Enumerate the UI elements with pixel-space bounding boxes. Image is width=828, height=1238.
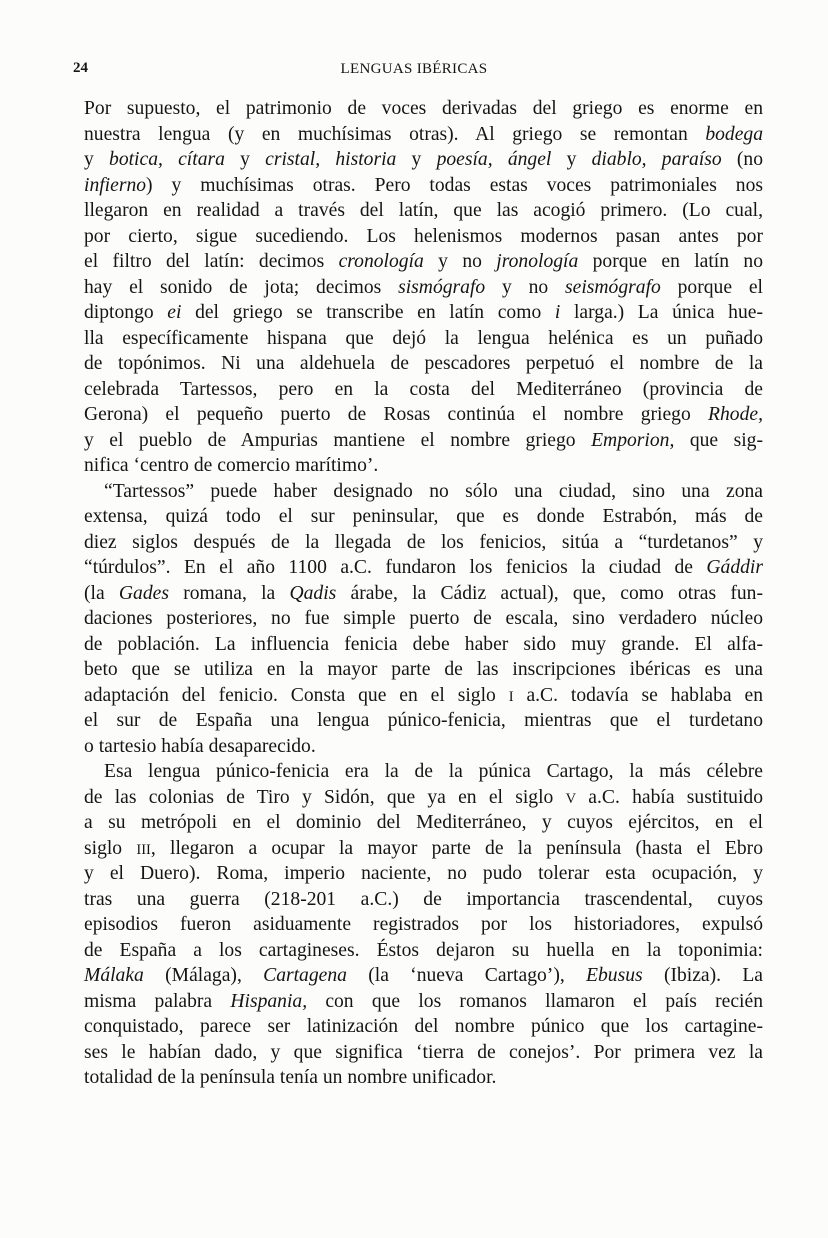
running-title: LENGUAS IBÉRICAS [340,61,488,77]
italic-term: Ebusus [586,965,643,986]
text-run: y no [485,276,566,298]
text-run: (Ibiza). La [642,965,763,986]
text-line [84,836,763,862]
text-run: nuestra lengua (y en muchísimas otras). Al griego se remontan [84,123,706,145]
text-run: de población. La influencia fenicia debe haber sido muy grande. El alfa- [84,633,763,655]
italic-term: Emporion, [591,429,675,451]
text-line [84,912,763,938]
text-line [84,351,763,377]
text-line [84,453,763,479]
text-line [84,1065,763,1091]
text-run: lla específicamente hispana que dejó la lengua helénica es un puñado [84,327,763,349]
italic-term: Qadis [289,582,337,604]
text-line [84,275,763,301]
text-run: III [136,841,151,858]
text-run: misma palabra [84,990,231,1012]
text-line [84,861,763,887]
text-run: y [224,149,266,170]
text-run: árabe, la Cádiz actual), que, como otras fun- [336,582,763,604]
text-run: diptongo [84,302,168,323]
page-number: 24 [73,60,88,76]
text-run: Gerona) el pequeño puerto de Rosas continúa el nombre griego [84,404,709,425]
text-run: “túrdulos”. En el año 1100 a.C. fundaron los fenicios la ciudad de [84,557,707,578]
text-run: romana, la [168,582,290,604]
text-line [84,887,763,913]
text-line [84,173,763,199]
text-line [84,198,763,224]
italic-term: Gáddir [706,557,763,578]
text-run: el filtro del latín: decimos [84,251,339,272]
text-run: el sur de España una lengua púnico-fenicia, mientras que el turdetano [84,710,763,731]
text-run: (Málaga), [143,965,264,986]
text-run: porque en latín no [578,251,763,272]
text-run: a.C. había sustituido [576,786,763,808]
text-run: episodios fueron asiduamente registrados por los historiadores, expulsó [84,914,763,935]
text-run: nifica ‘centro de comercio marítimo’. [84,455,379,476]
text-run: porque el [660,276,763,298]
text-line [84,377,763,403]
text-line [84,300,763,326]
text-run: (la ‘nueva Cartago’), [346,965,587,986]
text-run: totalidad de la península tenía un nombre unificador. [84,1067,497,1088]
text-line [84,810,763,836]
text-run: Por supuesto, el patrimonio de voces derivadas del griego es enorme en [84,98,763,119]
text-run: celebrada Tartessos, pero en la costa del Mediterráneo (provincia de [84,378,763,400]
text-line [84,402,763,428]
body-text [84,96,763,1091]
text-line [84,759,763,785]
text-run: daciones posteriores, no fue simple puerto de escala, sino verdadero núcleo [84,608,763,629]
text-run: a.C. todavía se hablaba en [513,684,764,706]
text-run: hay el sonido de jota; decimos [84,276,399,298]
text-run: llegaron en realidad a través del latín, que las acogió primero. (Lo cual, [84,200,763,221]
italic-term: bodega [705,123,763,145]
italic-term: jronología [496,251,579,272]
italic-term: poesía, ángel [436,149,552,170]
text-run: extensa, quizá todo el sur peninsular, que es donde Estrabón, más de [84,506,763,527]
text-line [84,963,763,989]
text-run: diez siglos después de la llegada de los fenicios, sitúa a “turdetanos” y [84,531,763,553]
text-line [84,555,763,581]
text-run: larga.) La única hue- [560,302,763,323]
text-run: adaptación del fenicio. Consta que en el siglo [84,684,509,706]
text-run: , llegaron a ocupar la mayor parte de la península (hasta el Ebro [150,837,763,859]
text-run: tras una guerra (218-201 a.C.) de importancia trascendental, cuyos [84,888,763,910]
text-line [84,632,763,658]
text-run: y [84,149,110,170]
italic-term: ei [167,302,182,323]
text-run: a su metrópoli en el dominio del Mediterráneo, y cuyos ejércitos, en el [84,812,763,833]
italic-term: Hispania, [230,990,308,1012]
text-line [84,428,763,454]
text-run: conquistado, parece ser latinización del nombre púnico que los cartagine- [84,1016,763,1037]
text-line [84,989,763,1015]
italic-term: cristal, historia [265,149,397,170]
text-run: de España a los cartagineses. Éstos dejaron su huella en la toponimia: [84,939,763,961]
text-run: por cierto, sigue sucediendo. Los helenismos modernos pasan antes por [84,225,763,247]
text-line [84,479,763,505]
text-line [84,938,763,964]
text-run: “Tartessos” puede haber designado no sólo una ciudad, sino una zona [104,480,763,502]
italic-term: botica, cítara [109,149,225,170]
italic-term: Rhode, [708,404,763,425]
text-run: de topónimos. Ni una aldehuela de pescadores perpetuó el nombre de la [84,353,763,374]
text-run: de las colonias de Tiro y Sidón, que ya en el siglo [84,786,566,808]
text-run: V [565,790,577,807]
text-line [84,530,763,556]
text-run: (no [721,149,764,170]
text-run: y [396,149,437,170]
text-line [84,326,763,352]
italic-term: i [554,302,561,323]
text-run: I [508,688,514,705]
italic-term: seismógrafo [565,276,661,298]
text-run: (la [84,582,119,604]
italic-term: infierno [84,174,147,196]
text-line [84,683,763,709]
paragraph [84,759,763,1091]
text-run: y no [423,251,497,272]
paragraph [84,479,763,760]
text-line [84,734,763,760]
italic-term: diablo, paraíso [591,149,722,170]
text-run: y [551,149,592,170]
italic-term: Cartagena [263,965,347,986]
text-line [84,1040,763,1066]
paragraph [84,96,763,479]
text-run: ) y muchísimas otras. Pero todas estas voces patrimoniales nos [146,174,763,196]
text-run: ses le habían dado, y que significa ‘tierra de conejos’. Por primera vez la [84,1041,763,1063]
text-run: Esa lengua púnico-fenicia era la de la púnica Cartago, la más célebre [104,761,763,782]
text-run: con que los romanos llamaron el país recién [307,990,763,1012]
italic-term: Gades [118,582,169,604]
text-run: del griego se transcribe en latín como [181,302,555,323]
text-line [84,224,763,250]
text-line [84,581,763,607]
italic-term: cronología [338,251,424,272]
text-line [84,606,763,632]
text-line [84,504,763,530]
text-run: o tartesio había desaparecido. [84,735,316,757]
italic-term: Málaka [84,965,144,986]
text-run: que sig- [674,429,763,451]
text-run: y el Duero). Roma, imperio naciente, no pudo tolerar esta ocupación, y [84,863,763,884]
text-line [84,249,763,275]
text-line [84,147,763,173]
text-line [84,96,763,122]
text-line [84,708,763,734]
text-line [84,122,763,148]
text-line [84,1014,763,1040]
text-run: y el pueblo de Ampurias mantiene el nombre griego [84,429,592,451]
italic-term: sismógrafo [398,276,486,298]
text-run: siglo [84,837,137,859]
text-run: beto que se utiliza en la mayor parte de las inscripciones ibéricas es una [84,659,763,680]
text-line [84,785,763,811]
text-line [84,657,763,683]
